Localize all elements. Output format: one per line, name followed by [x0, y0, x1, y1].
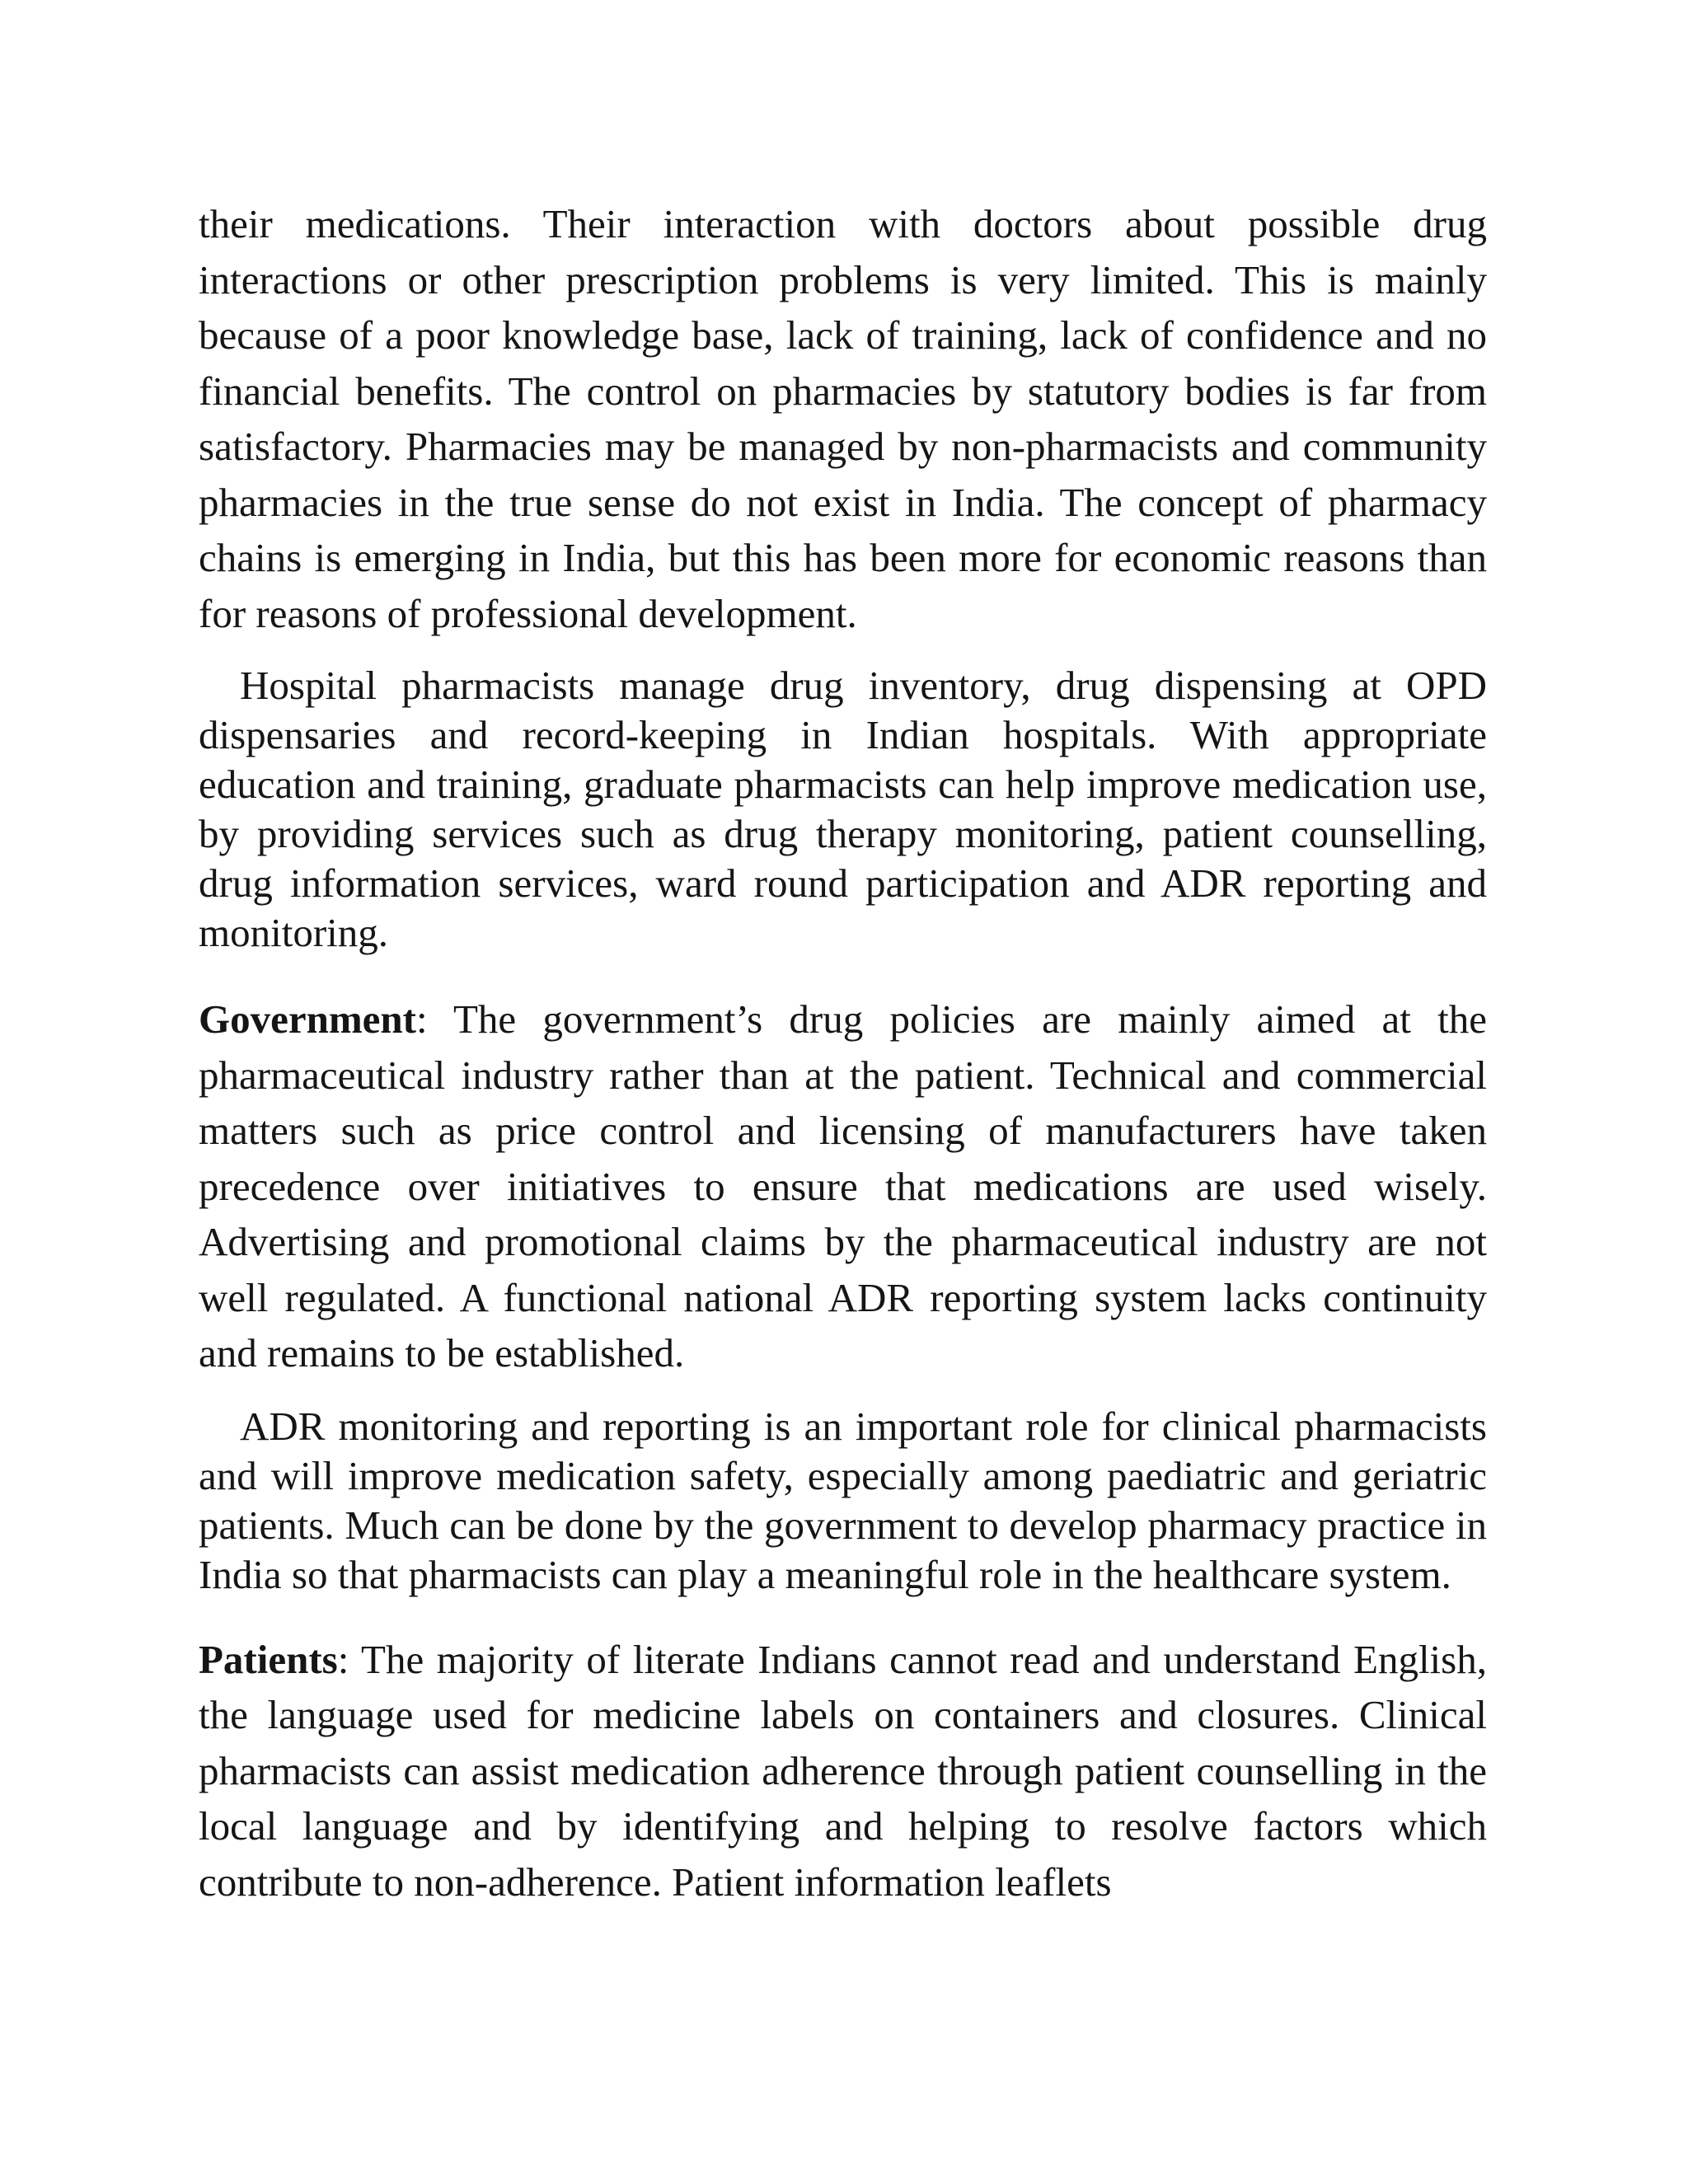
paragraph-government	[199, 991, 1487, 1381]
paragraph-patients	[199, 1632, 1487, 1910]
document-page	[199, 196, 1487, 1910]
paragraph-adr-monitoring: ADR monitoring and reporting is an important role for clinical pharmacists and will improve medication safety, especially among paediatric and geriatric patients. Much can be done by the government to develop pharmacy practice in India so that pharmacists can play a meaningful role in the healthcare system.	[199, 1403, 1487, 1597]
paragraph-patients-body: : The majority of literate Indians cannot read and understand English, the language used for medicine labels on containers and closures. Clinical pharmacists can assist medication adherence through patient counselling in the local language and by identifying and helping to resolve factors which contribute to non-adherence. Patient information leaflets	[199, 1636, 1487, 1905]
term-patients: Patients	[199, 1636, 338, 1682]
term-government: Government	[199, 996, 416, 1042]
paragraph-government-body: : The government’s drug policies are mainly aimed at the pharmaceutical industry rather than at the patient. Technical and commercial matters such as price control and licensing of manufacturers have taken precedence over initiatives to ensure that medications are used wisely. Advertising and promotional claims by the pharmaceutical industry are not well regulated. A functional national ADR reporting system lacks continuity and remains to be established.	[199, 996, 1487, 1376]
paragraph-community-pharmacies: their medications. Their interaction with doctors about possible drug interactions or other prescription problems is very limited. This is mainly because of a poor knowledge base, lack of training, lack of confidence and no financial benefits. The control on pharmacies by statutory bodies is far from satisfactory. Pharmacies may be managed by non-pharmacists and community pharmacies in the true sense do not exist in India. The concept of pharmacy chains is emerging in India, but this has been more for economic reasons than for reasons of professional development.	[199, 201, 1487, 636]
paragraph-hospital-pharmacists: Hospital pharmacists manage drug inventory, drug dispensing at OPD dispensaries and record-keeping in Indian hospitals. With appropriate education and training, graduate pharmacists can help improve medication use, by providing services such as drug therapy monitoring, patient counselling, drug information services, ward round participation and ADR reporting and monitoring.	[199, 663, 1487, 955]
